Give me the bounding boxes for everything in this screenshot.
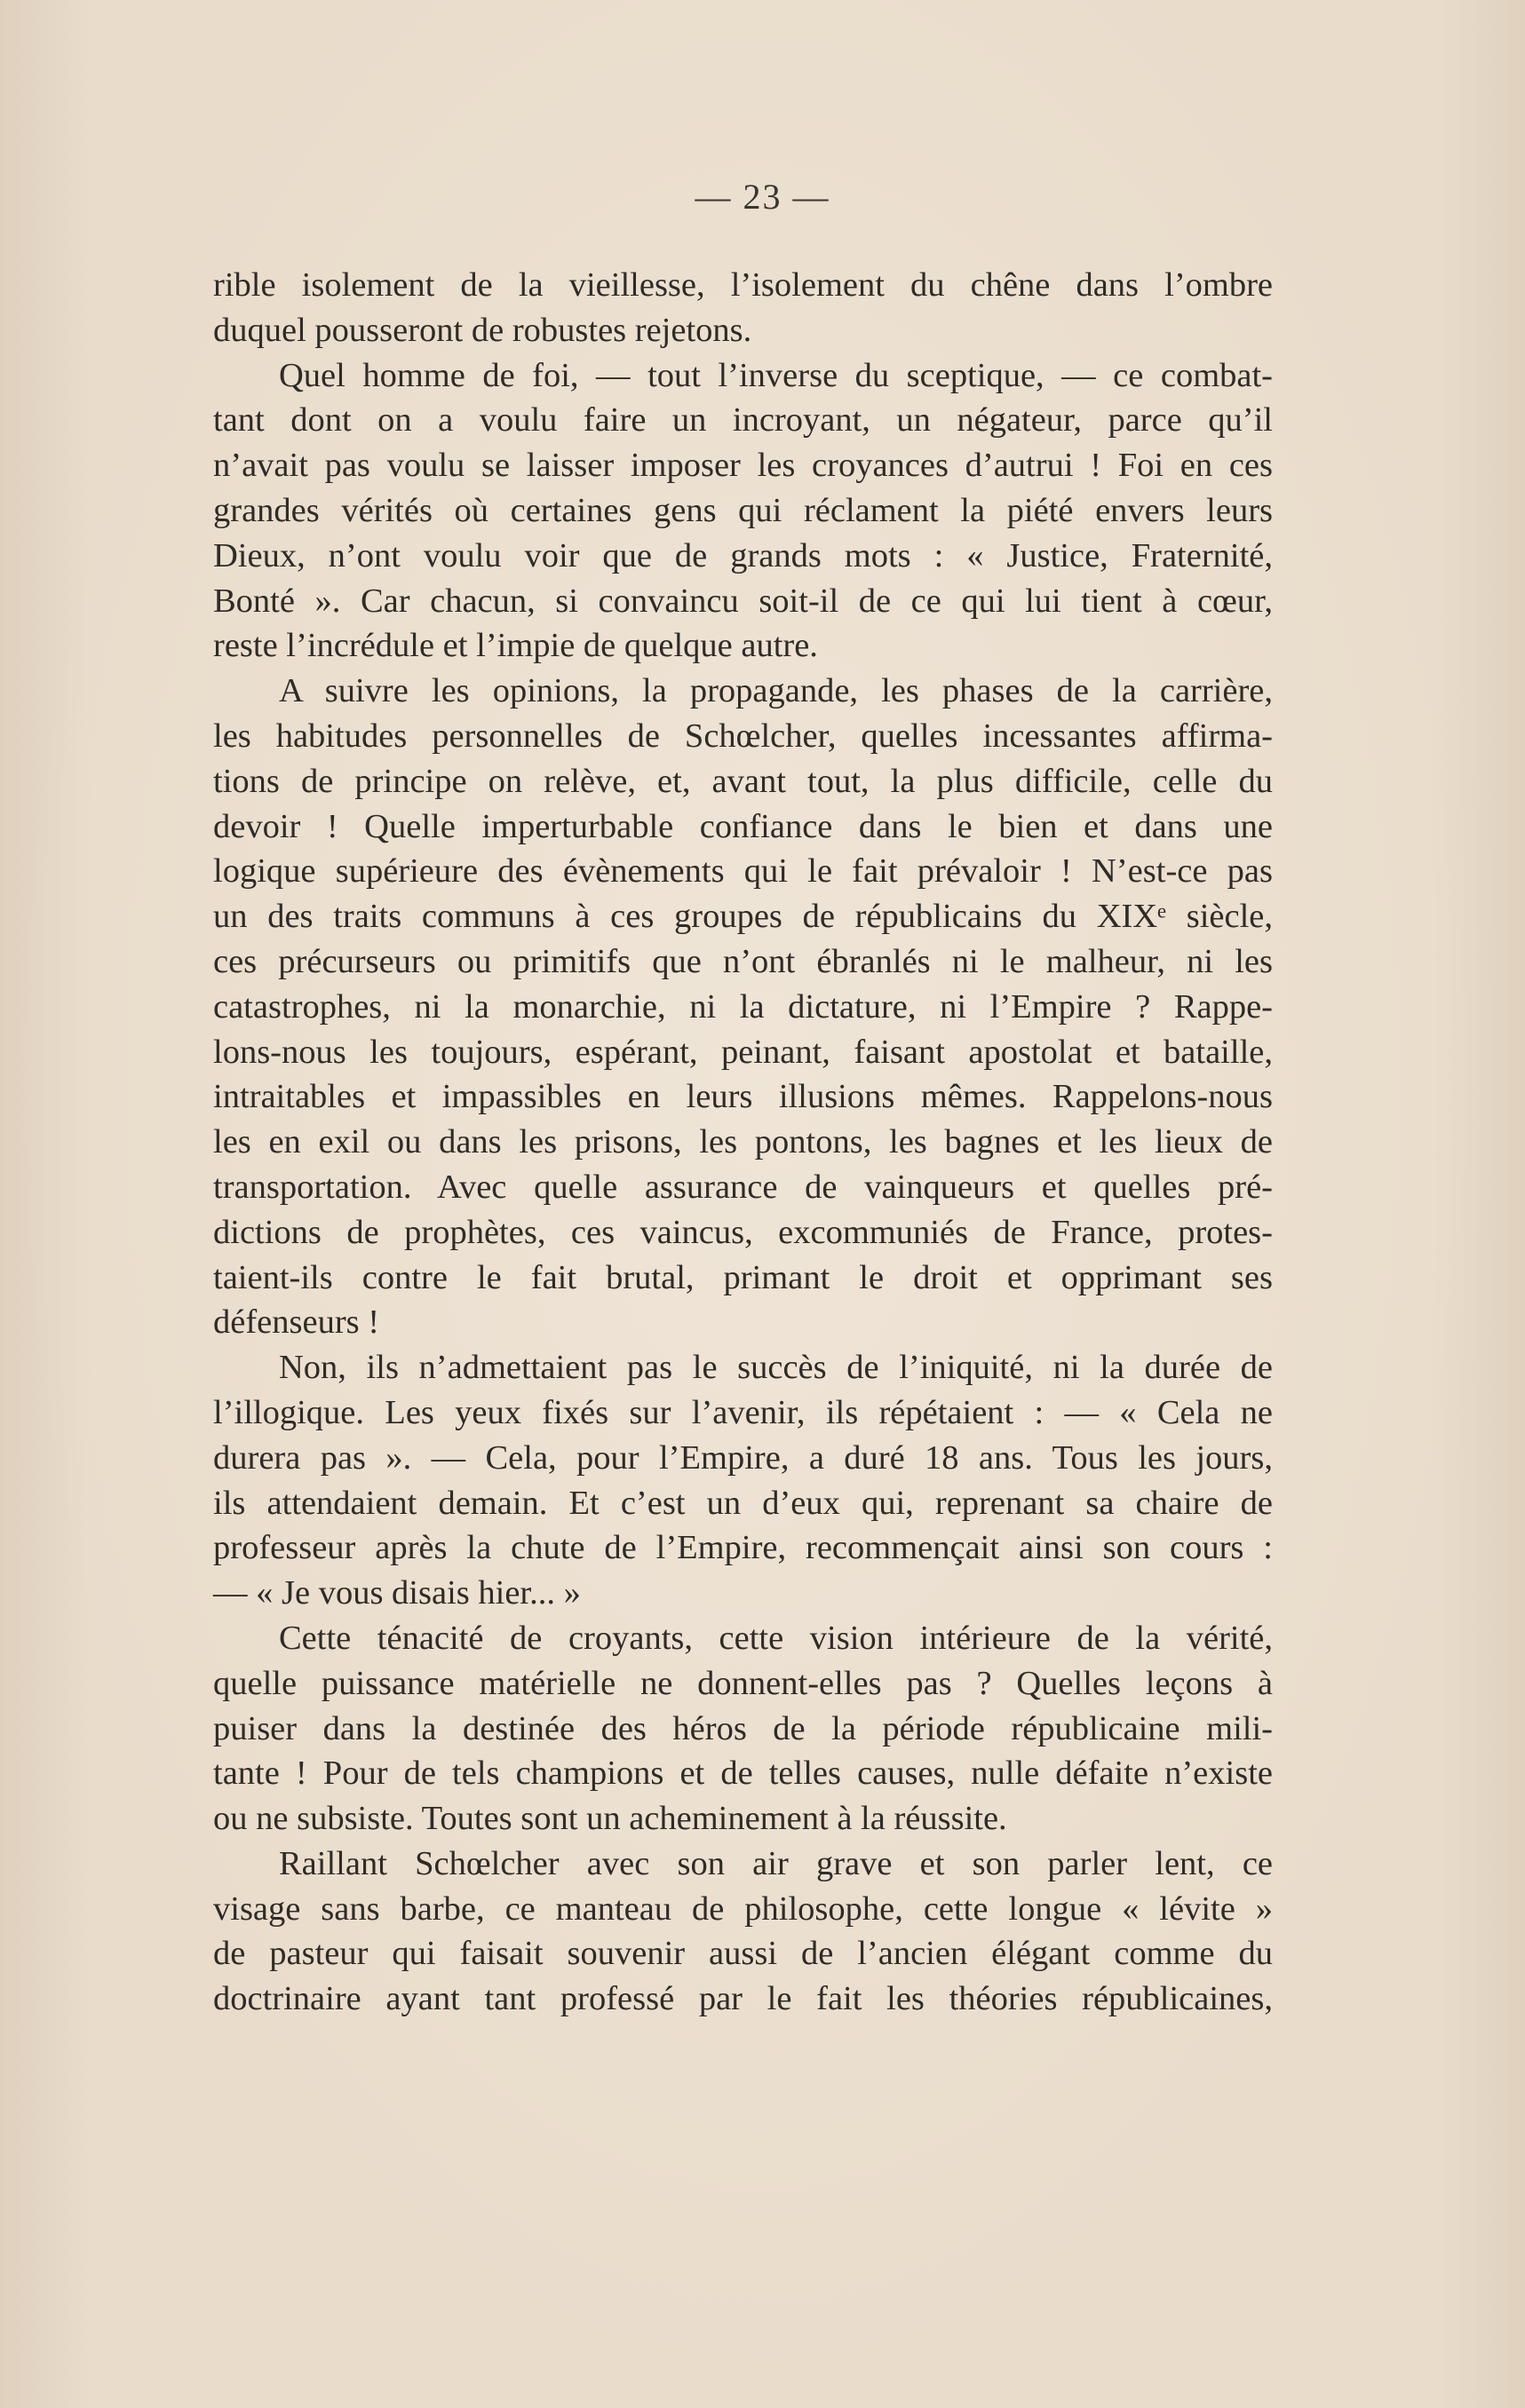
text-line: durera pas ». — Cela, pour l’Empire, a duré 18 ans. Tous les jours, bbox=[213, 1438, 1273, 1477]
text-line: tant dont on a voulu faire un incroyant, un négateur, parce qu’il bbox=[213, 401, 1273, 440]
body-text bbox=[213, 263, 1273, 2022]
text-line: doctrinaire ayant tant professé par le fait les théories républicaines, bbox=[213, 1980, 1273, 2018]
text-line: un des traits communs à ces groupes de républicains du XIXᵉ siècle, bbox=[213, 898, 1273, 936]
text-line: les habitudes personnelles de Schœlcher, quelles incessantes affirma- bbox=[213, 717, 1273, 755]
text-line: — « Je vous disais hier... » bbox=[213, 1574, 581, 1612]
text-line: Cette ténacité de croyants, cette vision intérieure de la vérité, bbox=[279, 1619, 1273, 1657]
text-line: Non, ils n’admettaient pas le succès de l’iniquité, ni la durée de bbox=[279, 1349, 1273, 1387]
text-line: ils attendaient demain. Et c’est un d’eux qui, reprenant sa chaire de bbox=[213, 1484, 1273, 1522]
text-line: grandes vérités où certaines gens qui réclament la piété envers leurs bbox=[213, 491, 1273, 529]
text-line: ou ne subsiste. Toutes sont un acheminement à la réussite. bbox=[213, 1800, 1007, 1838]
text-line: duquel pousseront de robustes rejetons. bbox=[213, 311, 752, 349]
text-line: tante ! Pour de tels champions et de telles causes, nulle défaite n’existe bbox=[213, 1755, 1273, 1793]
text-line: Bonté ». Car chacun, si convaincu soit-il de ce qui lui tient à cœur, bbox=[213, 582, 1273, 620]
text-line: reste l’incrédule et l’impie de quelque autre. bbox=[213, 627, 818, 665]
text-line: Raillant Schœlcher avec son air grave et son parler lent, ce bbox=[279, 1844, 1273, 1882]
text-line: puiser dans la destinée des héros de la période républicaine mili- bbox=[213, 1709, 1273, 1747]
text-line: quelle puissance matérielle ne donnent-elles pas ? Quelles leçons à bbox=[213, 1664, 1273, 1702]
text-line: lons-nous les toujours, espérant, peinant, faisant apostolat et bataille, bbox=[213, 1033, 1273, 1071]
text-line: tions de principe on relève, et, avant tout, la plus difficile, celle du bbox=[213, 762, 1273, 800]
text-line: professeur après la chute de l’Empire, recommençait ainsi son cours : bbox=[213, 1529, 1273, 1567]
text-line: défenseurs ! bbox=[213, 1303, 380, 1342]
text-line: logique supérieure des évènements qui le fait prévaloir ! N’est-ce pas bbox=[213, 852, 1273, 891]
text-line: n’avait pas voulu se laisser imposer les croyances d’autrui ! Foi en ces bbox=[213, 447, 1273, 485]
text-line: Quel homme de foi, — tout l’inverse du sceptique, — ce combat- bbox=[279, 356, 1273, 394]
text-line: les en exil ou dans les prisons, les pontons, les bagnes et les lieux de bbox=[213, 1123, 1273, 1161]
text-line: de pasteur qui faisait souvenir aussi de l’ancien élégant comme du bbox=[213, 1935, 1273, 1973]
text-line: A suivre les opinions, la propagande, les phases de la carrière, bbox=[279, 672, 1273, 710]
page-number: — 23 — bbox=[695, 177, 830, 217]
text-line: Dieux, n’ont voulu voir que de grands mots : « Justice, Fraternité, bbox=[213, 536, 1273, 574]
text-line: taient-ils contre le fait brutal, primant le droit et opprimant ses bbox=[213, 1258, 1273, 1296]
text-line: intraitables et impassibles en leurs illusions mêmes. Rappelons-nous bbox=[213, 1078, 1273, 1116]
text-line: rible isolement de la vieillesse, l’isolement du chêne dans l’ombre bbox=[213, 266, 1273, 304]
text-line: visage sans barbe, ce manteau de philosophe, cette longue « lévite » bbox=[213, 1889, 1273, 1928]
text-line: transportation. Avec quelle assurance de vainqueurs et quelles pré- bbox=[213, 1168, 1273, 1206]
text-line: l’illogique. Les yeux fixés sur l’avenir, ils répétaient : — « Cela ne bbox=[213, 1393, 1273, 1431]
text-line: devoir ! Quelle imperturbable confiance dans le bien et dans une bbox=[213, 807, 1273, 845]
text-line: catastrophes, ni la monarchie, ni la dictature, ni l’Empire ? Rappe- bbox=[213, 987, 1273, 1026]
text-line: dictions de prophètes, ces vaincus, excommuniés de France, protes- bbox=[213, 1213, 1273, 1251]
text-line: ces précurseurs ou primitifs que n’ont ébranlés ni le malheur, ni les bbox=[213, 942, 1273, 980]
